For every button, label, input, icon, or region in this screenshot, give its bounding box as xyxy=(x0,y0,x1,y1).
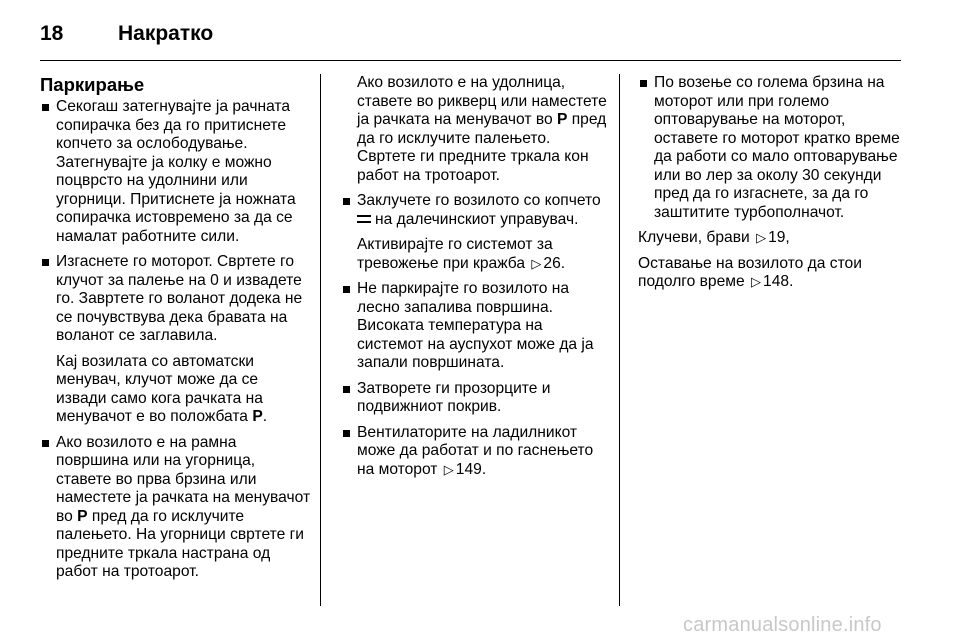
column-divider-2 xyxy=(619,74,620,606)
bullet-text xyxy=(357,424,609,480)
paragraph-text: , xyxy=(785,229,790,246)
paragraph-text: . xyxy=(789,273,794,290)
column-2 xyxy=(341,74,609,486)
square-bullet-icon xyxy=(42,104,49,111)
cross-reference xyxy=(638,255,908,292)
list-item xyxy=(40,253,312,346)
column-3 xyxy=(638,74,908,299)
arrow-ref-icon: ▷ xyxy=(756,230,767,245)
page-header xyxy=(40,16,213,52)
list-item xyxy=(40,98,312,246)
header-divider xyxy=(40,60,901,61)
list-item xyxy=(638,74,908,222)
page-title: Накратко xyxy=(118,22,214,45)
list-item xyxy=(341,192,609,229)
page-reference[interactable]: 148 xyxy=(763,273,790,290)
bullet-text: По возење со голема брзина на моторот или при големо оптоварување на моторот, оставете го моторот кратко време да работи со мало оптоварување или во лер за околу 30 секунди пред да го изгаснете, за да го заштитите турбополначот. xyxy=(654,74,900,221)
arrow-ref-icon: ▷ xyxy=(531,255,542,271)
square-bullet-icon xyxy=(343,386,350,393)
paragraph-text: . xyxy=(481,460,487,478)
paragraph-text: . xyxy=(560,254,566,272)
lock-button-icon xyxy=(357,215,371,223)
square-bullet-icon xyxy=(343,286,350,293)
bullet-text: Изгаснете го моторот. Свртете го клучот за палење на 0 и извадете го. Завртете го воланот додека не се почувствува дека бравата на воланот се заглавила. xyxy=(56,253,303,344)
paragraph-text: Активирајте го системот за тревожење при кражба xyxy=(357,236,553,272)
list-item xyxy=(341,380,609,417)
bullet-text: Затворете ги прозорците и подвижниот покрив. xyxy=(357,379,551,415)
cross-reference xyxy=(638,229,908,248)
paragraph-text: Кај возилата со автоматски менувач, клучот може да се извади само кога рачката на менувачот е во положбата xyxy=(56,352,263,425)
arrow-ref-icon: ▷ xyxy=(751,274,762,289)
paragraph-text: Оставање на возилото да стои подолго време xyxy=(638,254,862,290)
column-1 xyxy=(40,74,312,589)
gear-position-label: P xyxy=(252,408,263,425)
page-number: 18 xyxy=(40,22,64,45)
paragraph-text: Заклучете го возилото со копчето xyxy=(357,192,601,209)
list-item xyxy=(341,424,609,480)
bullet-sub-paragraph xyxy=(341,236,609,273)
paragraph xyxy=(341,74,609,185)
paragraph-text: пред да го исклучите палењето. На угорници свртете ги предните тркала настрана од работ на тротоарот. xyxy=(56,507,304,580)
square-bullet-icon xyxy=(42,440,49,447)
paragraph-text: Ако возилото е на удолница, ставете во рикверц или наместете ја рачката на менувачот во xyxy=(357,74,607,128)
bullet-text xyxy=(56,434,312,582)
gear-position-label: P xyxy=(556,111,568,128)
bullet-text xyxy=(357,192,609,229)
paragraph-text: Клучеви, брави xyxy=(638,229,750,246)
bullet-sub-paragraph xyxy=(40,353,312,427)
arrow-ref-icon: ▷ xyxy=(443,461,454,477)
page-reference[interactable]: 149 xyxy=(455,460,482,478)
square-bullet-icon xyxy=(343,430,350,437)
paragraph-text: на далечинскиот управувач. xyxy=(375,210,579,228)
paragraph-text: . xyxy=(262,408,268,425)
paragraph-text: Ако возилото е на рамна површина или на угорница, ставете во прва брзина или наместете ја рачката на менувачот во xyxy=(56,433,311,525)
watermark: carmanualsonline.info xyxy=(683,614,882,636)
section-title: Паркирање xyxy=(40,74,145,95)
list-item xyxy=(40,434,312,582)
square-bullet-icon xyxy=(42,259,49,266)
square-bullet-icon xyxy=(343,198,350,205)
page-reference[interactable]: 26 xyxy=(543,254,561,272)
square-bullet-icon xyxy=(640,80,647,87)
gear-position-label: P xyxy=(77,507,88,525)
column-divider-1 xyxy=(320,74,321,606)
bullet-text: Не паркирајте го возилото на лесно запалива површина. Високата температура на системот на ауспухот може да ја запали површината. xyxy=(357,280,594,371)
bullet-text: Секогаш затегнувајте ја рачната сопирачка без да го притиснете копчето за ослободување. Затегнувајте ја колку е можно поцврсто на удолнини или угорници. Притиснете ја ножната сопирачка истовремено за да се намалат работните сили. xyxy=(56,98,296,245)
paragraph-text: Вентилаторите на ладилникот може да работат и по гаснењето на моторот xyxy=(357,423,594,478)
page-reference[interactable]: 19 xyxy=(768,229,786,246)
list-item xyxy=(341,280,609,373)
paragraph-text: пред да го исклучите палењето. Свртете ги предните тркала кон работ на тротоарот. xyxy=(357,111,607,184)
